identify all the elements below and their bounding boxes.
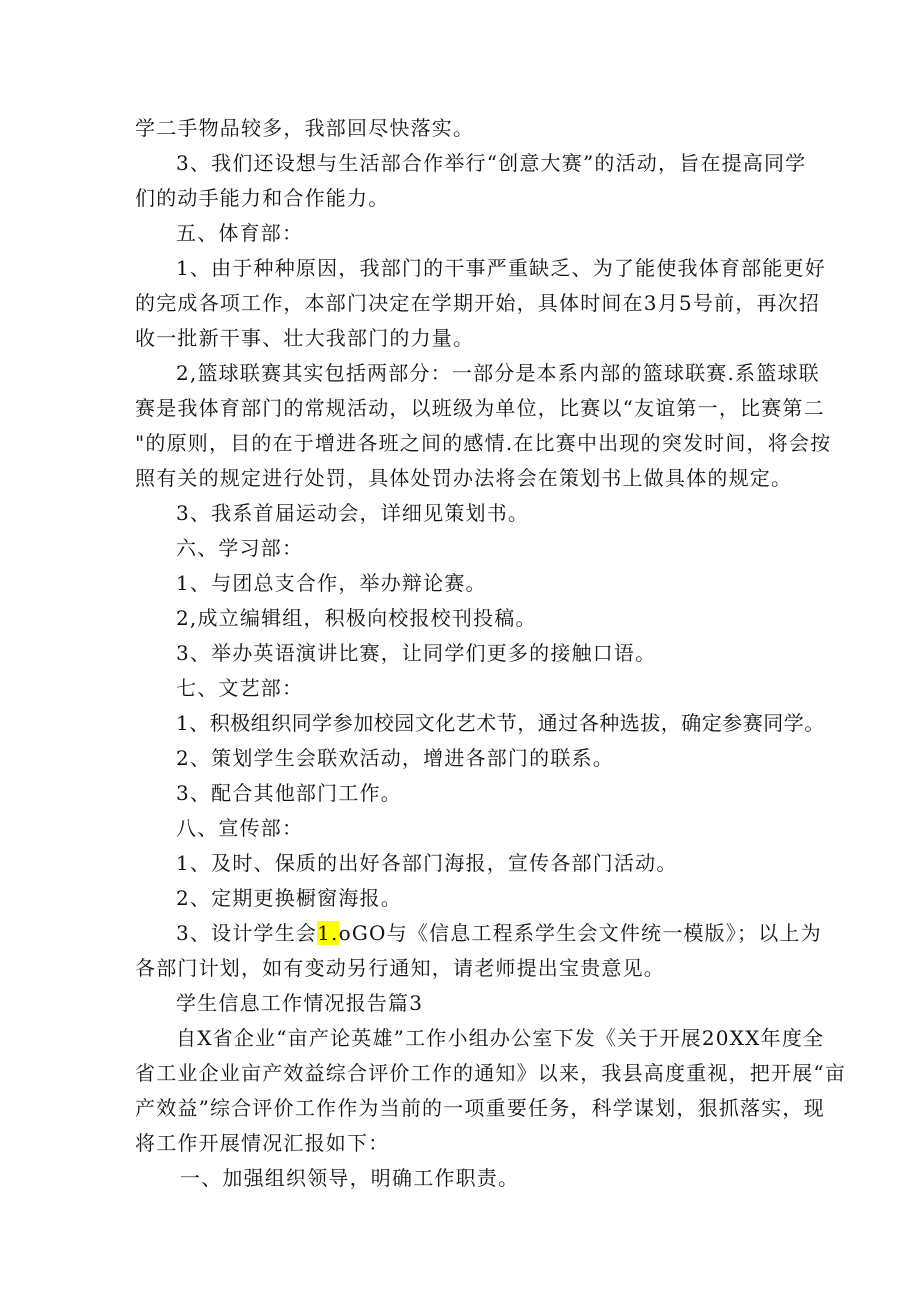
text-line: 照有关的规定进行处罚，具体处罚办法将会在策划书上做具体的规定。 [135,466,793,490]
text-line: 们的动手能力和合作能力。 [135,186,390,210]
text-segment: 3、设计学生会 [176,921,318,945]
section-heading: 七、文艺部： [176,676,304,700]
text-line: 2、策划学生会联欢活动，增进各部门的联系。 [176,746,614,770]
text-line: 自X省企业“亩产论英雄”工作小组办公室下发《关于开展20XX年度全 [176,1026,825,1050]
text-line: 学二手物品较多，我部回尽快落实。 [135,116,475,140]
article-heading: 学生信息工作情况报告篇3 [176,991,424,1015]
text-line: 2、定期更换橱窗海报。 [176,886,402,910]
text-line: 1、积极组织同学参加校园文化艺术节，通过各种选拔，确定参赛同学。 [176,711,825,735]
section-heading: 五、体育部： [176,221,304,245]
section-heading: 六、学习部： [176,536,304,560]
text-line: 3、我系首届运动会，详细见策划书。 [176,501,530,525]
text-line: 2,成立编辑组，积极向校报校刊投稿。 [176,606,537,630]
text-line: 3、配合其他部门工作。 [176,781,402,805]
section-heading: 八、宣传部： [176,816,304,840]
text-line: "的原则，目的在于增进各班之间的感情.在比赛中出现的突发时间，将会按 [135,431,832,455]
text-line: 2,篮球联赛其实包括两部分：一部分是本系内部的篮球联赛.系篮球联 [176,361,820,385]
text-line [176,916,822,950]
text-line: 赛是我体育部门的常规活动，以班级为单位，比赛以“友谊第一，比赛第二 [135,396,825,420]
text-line: 各部门计划，如有变动另行通知，请老师提出宝贵意见。 [135,956,665,980]
highlighted-text: 1. [317,921,339,945]
text-line: 省工业企业亩产效益综合评价工作的通知》以来，我县高度重视，把开展“亩 [135,1061,847,1085]
text-line: 的完成各项工作，本部门决定在学期开始，具体时间在3月5号前，再次招 [135,291,821,315]
section-heading: 一、加强组织领导，明确工作职责。 [180,1166,520,1190]
text-line: 1、及时、保质的出好各部门海报，宣传各部门活动。 [176,851,678,875]
text-line: 将工作开展情况汇报如下： [135,1131,390,1155]
text-line: 1、由于种种原因，我部门的干事严重缺乏、为了能使我体育部能更好 [176,256,826,280]
text-line: 3、举办英语演讲比赛，让同学们更多的接触口语。 [176,641,657,665]
text-line: 1、与团总支合作，举办辩论赛。 [176,571,487,595]
text-segment: oGO与《信息工程系学生会文件统一模版》；以上为 [338,921,822,945]
text-line: 收一批新干事、壮大我部门的力量。 [135,326,475,350]
text-line: 产效益”综合评价工作作为当前的一项重要任务，科学谋划，狠抓落实，现 [135,1096,825,1120]
text-line: 3、我们还设想与生活部合作举行“创意大赛”的活动，旨在提高同学 [176,151,807,175]
